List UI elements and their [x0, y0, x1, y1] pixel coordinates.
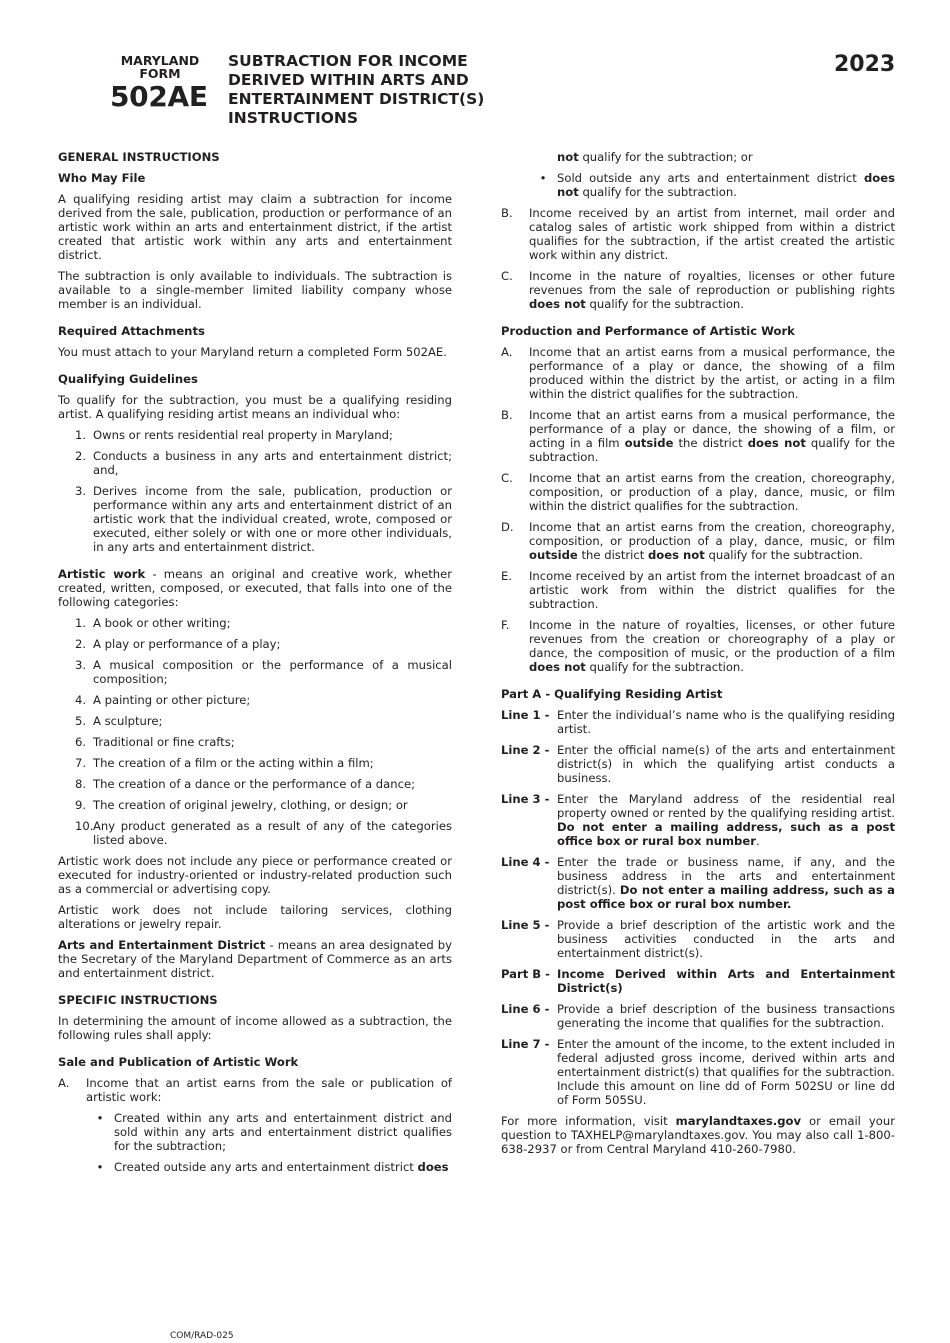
bullet-continuation: not qualify for the subtraction; or [557, 150, 753, 164]
list-item: B. Income that an artist earns from a musical performance, the performance of a play or dance, the showing of a film, or acting in a film outside the district does not qualify for the subtraction. [501, 408, 895, 464]
line-instruction: Line 5 - Provide a brief description of the artistic work and the business activities conducted in the arts and entertainment district(s). [501, 918, 895, 960]
part-b-heading: Part B - Income Derived within Arts and Entertainment District(s) [501, 967, 895, 995]
who-may-file-text: The subtraction is only available to individuals. The subtraction is available to a single-member limited liability company whose member is an individual. [58, 269, 452, 311]
production-heading: Production and Performance of Artistic Work [501, 324, 795, 338]
required-attachments-text: You must attach to your Maryland return a completed Form 502AE. [58, 345, 447, 359]
sale-publication-heading: Sale and Publication of Artistic Work [58, 1055, 299, 1069]
production-list [501, 345, 895, 674]
list-item: A. Income that an artist earns from the sale or publication of artistic work: [58, 1076, 452, 1104]
more-info-text: For more information, visit marylandtaxes.gov or email your question to TAXHELP@marylandtaxes.gov. You may also call 1-800-638-2937 or from Central Maryland 410-260-7980. [501, 1114, 895, 1156]
title-line: ENTERTAINMENT DISTRICT(S) [228, 90, 485, 108]
artistic-work-list [58, 616, 452, 847]
general-instructions-heading: GENERAL INSTRUCTIONS [58, 150, 220, 164]
sale-publication-list-cont [501, 206, 895, 311]
line-instruction: Line 6 - Provide a brief description of the business transactions generating the income that qualifies for the subtraction. [501, 1002, 895, 1030]
part-a-heading: Part A - Qualifying Residing Artist [501, 687, 723, 701]
who-may-file-heading: Who May File [58, 171, 146, 185]
bullet-item: • Created within any arts and entertainment district and sold within any arts and entertainment district qualifies for the subtraction; [96, 1111, 452, 1153]
list-item: 1. Owns or rents residential real property in Maryland; [75, 428, 393, 442]
specific-instructions-heading: SPECIFIC INSTRUCTIONS [58, 993, 218, 1007]
page-title [228, 52, 484, 128]
list-item: C. Income that an artist earns from the creation, choreography, composition, or production of a play, dance, music, or film within the district qualifies for the subtraction. [501, 471, 895, 513]
tax-year: 2023 [834, 52, 896, 77]
list-item: B. Income received by an artist from internet, mail order and catalog sales of artistic work shipped from within a district qualifies for the subtraction, if the artist created the artistic work within any district. [501, 206, 895, 262]
artistic-work-definition: Artistic work - means an original and creative work, whether created, written, composed, or executed, that falls into one of the following categories: [58, 567, 452, 609]
list-item: 10. Any product generated as a result of any of the categories listed above. [75, 819, 452, 847]
state-name: MARYLAND [120, 53, 200, 68]
line-instruction: Line 2 - Enter the official name(s) of the arts and entertainment district(s) in which the qualifying artist conducts a business. [501, 743, 895, 785]
list-item: D. Income that an artist earns from the creation, choreography, composition, or production of a play, dance, music, or film outside the district does not qualify for the subtraction. [501, 520, 895, 562]
title-line: DERIVED WITHIN ARTS AND [228, 71, 469, 89]
list-item: 3. Derives income from the sale, publication, production or performance within any arts and entertainment district of an artistic work that the individual created, wrote, composed or executed, either solely or with one or more other individuals, in any arts and entertainment district. [75, 484, 452, 554]
form-number: 502AE [110, 80, 208, 113]
list-item: 5. A sculpture; [75, 714, 163, 728]
form-state-label [112, 54, 208, 80]
list-item: 6. Traditional or fine crafts; [75, 735, 235, 749]
line-instruction: Line 4 - Enter the trade or business name, if any, and the business address in the arts and entertainment district(s). Do not enter a mailing address, such as a post office box or rural box number. [501, 855, 895, 911]
title-line: SUBTRACTION FOR INCOME [228, 52, 468, 70]
list-item: 2. A play or performance of a play; [75, 637, 281, 651]
qualifying-list [58, 428, 452, 554]
list-item: 8. The creation of a dance or the performance of a dance; [75, 777, 415, 791]
right-column [501, 150, 895, 1163]
list-item: 7. The creation of a film or the acting within a film; [75, 756, 374, 770]
bullet-item: • Created outside any arts and entertainment district does [96, 1160, 449, 1174]
qualifying-guidelines-intro: To qualify for the subtraction, you must be a qualifying residing artist. A qualifying residing artist means an individual who: [58, 393, 452, 421]
list-item: F. Income in the nature of royalties, licenses, or other future revenues from the creation or choreography of a play or dance, the composition of music, or the production of a film does not qualify for the subtraction. [501, 618, 895, 674]
list-item: C. Income in the nature of royalties, licenses or other future revenues from the sale of reproduction or publishing rights does not qualify for the subtraction. [501, 269, 895, 311]
form-label: FORM [139, 66, 181, 81]
artistic-work-exclusion: Artistic work does not include tailoring services, clothing alterations or jewelry repair. [58, 903, 452, 931]
line-instruction: Line 1 - Enter the individual’s name who is the qualifying residing artist. [501, 708, 895, 736]
list-item: 1. A book or other writing; [75, 616, 231, 630]
form-code: COM/RAD-025 [170, 1331, 234, 1341]
left-column [58, 150, 452, 1341]
list-item: 3. A musical composition or the performance of a musical composition; [75, 658, 452, 686]
list-item: 2. Conducts a business in any arts and entertainment district; and, [75, 449, 452, 477]
list-item: A. Income that an artist earns from a musical performance, the performance of a play or dance, the showing of a film produced within the district by the artist, or acting in a film within the district qualifies for the subtraction. [501, 345, 895, 401]
sale-publication-list [58, 1076, 452, 1104]
specific-instructions-intro: In determining the amount of income allowed as a subtraction, the following rules shall apply: [58, 1014, 452, 1042]
artistic-work-exclusion: Artistic work does not include any piece or performance created or executed for industry-oriented or industry-related production such as a commercial or advertising copy. [58, 854, 452, 896]
qualifying-guidelines-heading: Qualifying Guidelines [58, 372, 198, 386]
website-link[interactable]: marylandtaxes.gov [675, 1114, 802, 1128]
bullet-item: • Sold outside any arts and entertainment district does not qualify for the subtraction. [539, 171, 895, 199]
line-instruction: Line 7 - Enter the amount of the income, to the extent included in federal adjusted gross income, derived within arts and entertainment district(s) that qualifies for the subtraction. Include this amount on line dd of Form 502SU or line dd of Form 505SU. [501, 1037, 895, 1107]
who-may-file-text: A qualifying residing artist may claim a subtraction for income derived from the sale, publication, production or performance of an artistic work within an arts and entertainment district, if the artist created that artistic work within any arts and entertainment district. [58, 192, 452, 262]
title-line: INSTRUCTIONS [228, 109, 359, 127]
list-item: E. Income received by an artist from the internet broadcast of an artistic work from within the district qualifies for the subtraction. [501, 569, 895, 611]
list-item: 4. A painting or other picture; [75, 693, 251, 707]
line-instruction: Line 3 - Enter the Maryland address of the residential real property owned or rented by the qualifying residing artist. Do not enter a mailing address, such as a post office box or rural box number. [501, 792, 895, 848]
required-attachments-heading: Required Attachments [58, 324, 205, 338]
ae-district-definition: Arts and Entertainment District - means an area designated by the Secretary of the Maryland Department of Commerce as an arts and entertainment district. [58, 938, 452, 980]
list-item: 9. The creation of original jewelry, clothing, or design; or [75, 798, 408, 812]
